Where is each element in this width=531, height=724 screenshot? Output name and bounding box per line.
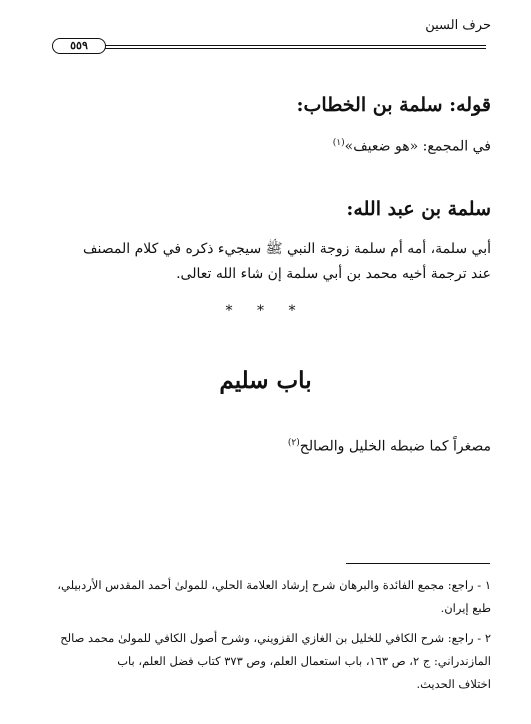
footnote-1-line1: ١ - راجع: مجمع الفائدة والبرهان شرح إرشاد العلامة الحلي، للمولىٰ أحمد المقدس الأردبيلي،	[57, 578, 491, 592]
entry2-heading: سلمة بن عبد الله:	[346, 198, 491, 220]
header-line-bottom	[104, 48, 486, 49]
footnote-2-line3: اختلاف الحديث.	[416, 677, 491, 691]
chapter-title: باب سليم	[219, 367, 312, 394]
footnote-rule	[346, 563, 490, 564]
footnote-2-line2: المازندراني: ج ٢، ص ١٦٣، باب استعمال العلم، وص ٣٧٣ كتاب فضل العلم، باب	[117, 654, 491, 668]
running-title: حرف السين	[425, 18, 491, 33]
page-number: ٥٥٩	[52, 38, 106, 54]
footnote-2-line1: ٢ - راجع: شرح الكافي للخليل بن الغازي القزويني، وشرح أصول الكافي للمولىٰ محمد صالح	[60, 631, 491, 645]
footnote-ref-1: (١)	[332, 138, 345, 148]
header-rule	[52, 38, 486, 54]
entry1-heading: قوله: سلمة بن الخطاب:	[296, 94, 491, 116]
section-separator: * * *	[225, 303, 306, 319]
entry1-body: في المجمع: «هو ضعيف»	[344, 138, 491, 155]
entry2-line2: عند ترجمة أخيه محمد بن أبي سلمة إن شاء الله تعالى.	[176, 266, 491, 282]
entry1-text	[333, 130, 491, 160]
chapter-text	[288, 430, 491, 460]
chapter-body: مصغراً كما ضبطه الخليل والصالح	[299, 438, 491, 455]
header-line-top	[104, 45, 486, 46]
entry2-line1: أبي سلمة، أمه أم سلمة زوجة النبي ﷺ سيجيء ذكره في كلام المصنف	[83, 241, 491, 257]
footnote-1-line2: طبع إيران.	[440, 601, 491, 615]
footnote-ref-2: (٢)	[287, 438, 300, 448]
